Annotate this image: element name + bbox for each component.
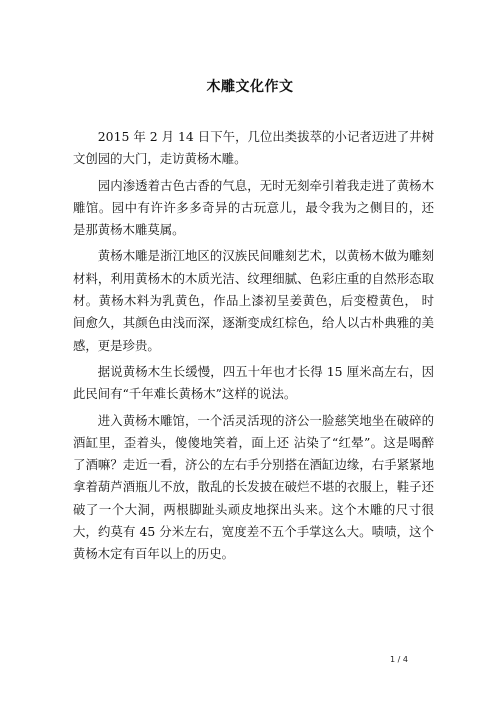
paragraph-4: 据说黄杨木生长缓慢，四五十年也才长得 15 厘米高左右，因此民间有“千年难长黄杨木”这样的说法。 [73,363,434,402]
document-body [73,126,434,570]
paragraph-2: 园内渗透着古色古香的气息，无时无刻牵引着我走进了黄杨木雕馆。园中有许许多多奇异的古玩意儿，最令我为之侧目的，还 是那黄杨木雕莫属。 [73,177,434,238]
paragraph-1: 2015 年 2 月 14 日下午，几位出类拔萃的小记者迈进了井树文创园的大门，走访黄杨木雕。 [73,129,434,167]
page-number: 1 / 4 [390,655,408,664]
document-title: 木雕文化作文 [206,79,294,95]
paragraph-3: 黄杨木雕是浙江地区的汉族民间雕刻艺术，以黄杨木做为雕刻材料，利用黄杨木的木质光洁、纹理细腻、色彩庄重的自然形态取材。黄杨木料为乳黄色，作品上漆初呈姜黄色，后变橙黄色， 时间愈久，其颜色由浅而深，逐渐变成红棕色，给人以古朴典雅的美感，更是珍贵。 [73,248,434,353]
paragraph-5: 进入黄杨木雕馆，一个活灵活现的济公一脸慈笑地坐在破碎的酒缸里，歪着头，傻傻地笑着，面上还 沾染了“红晕”。这是喝醉了酒嘛？走近一看，济公的左右手分别搭在酒缸边缘，右手紧紧地拿着葫芦酒瓶儿不放，散乱的长发披在破烂不堪的衣服上，鞋子还破了一个大洞，两根脚趾头顽皮地探出头来。这个木雕的尺寸很大，约莫有 45 分米左右，宽度差不五个手掌这么大。啧啧，这个黄杨木定有百年以上的历史。 [73,412,434,562]
